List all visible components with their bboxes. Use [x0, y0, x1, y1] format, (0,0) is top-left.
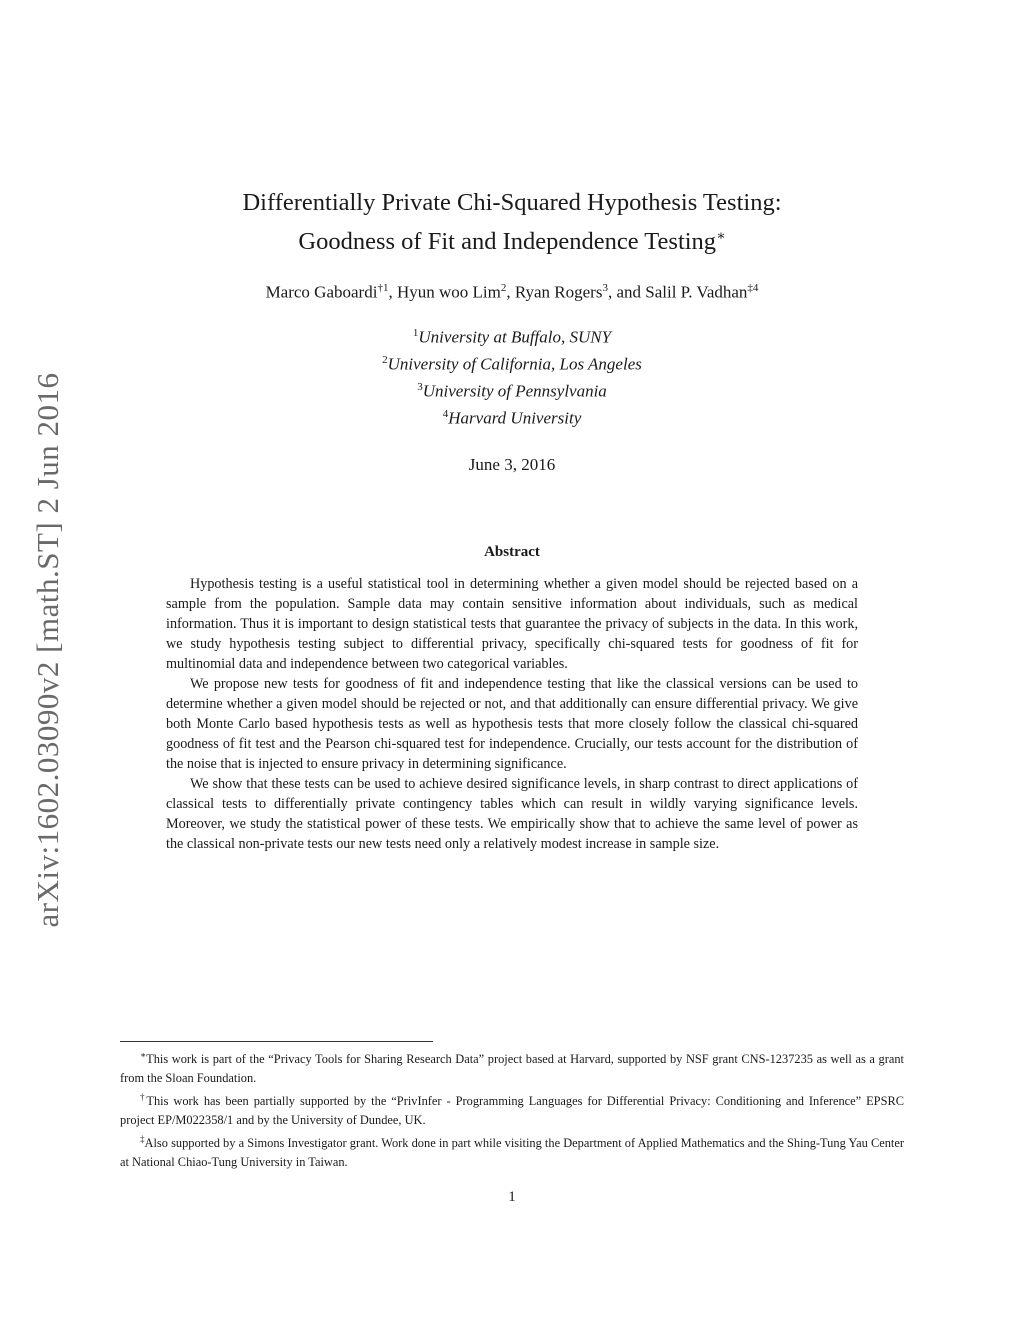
footnotes: [120, 1046, 904, 1172]
title-line-1: Differentially Private Chi-Squared Hypothesis Testing:: [242, 189, 782, 216]
title-footnote-marker: ∗: [716, 229, 726, 244]
author-mark: 2: [500, 282, 507, 294]
affiliation-number: 1: [412, 327, 419, 339]
footnote-text: This work is part of the “Privacy Tools for Sharing Research Data” project based at Harvard, supported by NSF grant CNS-1237235 as well as a grant from the Sloan Foundation.: [120, 1052, 904, 1086]
author-name: Hyun woo Lim: [396, 282, 501, 302]
paper-title: [150, 186, 874, 259]
affiliation-number: 3: [417, 381, 423, 394]
footnote-mark: †: [140, 1092, 147, 1103]
footnote-text: Also supported by a Simons Investigator grant. Work done in part while visiting the Department of Applied Mathematics and the Shing-Tung Yau Center at National Chiao-Tung University in Taiwan.: [120, 1136, 904, 1170]
author-mark: †1: [377, 282, 389, 294]
abstract-body: [166, 574, 858, 854]
affiliation-name: Harvard University: [448, 409, 582, 429]
footnote-rule: [120, 1041, 433, 1042]
affiliation-item: [150, 403, 874, 430]
affiliation-name: University of California, Los Angeles: [387, 354, 642, 374]
affiliation-item: [150, 349, 874, 376]
footnote: [120, 1130, 904, 1172]
abstract-paragraph: We show that these tests can be used to achieve desired significance levels, in sharp contrast to direct applications of classical tests to differentially private contingency tables which can result in wildly varying significance levels. Moreover, we study the statistical power of these tests. We empirically show that to achieve the same level of power as the classical non-private tests our new tests need only a relatively modest increase in sample size.: [166, 776, 858, 852]
affiliation-name: University at Buffalo, SUNY: [418, 327, 612, 347]
author-mark: ‡4: [747, 282, 759, 294]
affiliation-number: 4: [442, 408, 449, 421]
author-separator: , and: [607, 282, 646, 302]
abstract-paragraph: Hypothesis testing is a useful statistical tool in determining whether a given model should be rejected based on a sample from the population. Sample data may contain sensitive information about individuals, such as medical information. Thus it is important to design statistical tests that guarantee the privacy of subjects in the data. In this work, we study hypothesis testing subject to differential privacy, specifically chi-squared tests for goodness of fit for multinomial data and independence between two categorical variables.: [166, 576, 858, 672]
author-list: [150, 282, 874, 303]
footnote-text: This work has been partially supported by the “PrivInfer - Programming Languages for Differential Privacy: Conditioning and Inference” EPSRC project EP/M022358/1 and by the University of Dundee, UK.: [120, 1094, 904, 1128]
affiliation-item: [150, 322, 874, 349]
footnote-mark: ∗: [140, 1050, 147, 1060]
affiliation-name: University of Pennsylvania: [422, 381, 607, 401]
title-line-2-text: Goodness of Fit and Independence Testing: [298, 228, 717, 256]
affiliation-list: [150, 322, 874, 431]
arxiv-identifier-stamp: arXiv:1602.03090v2 [math.ST] 2 Jun 2016: [30, 372, 65, 928]
author-name: Marco Gaboardi: [265, 282, 378, 302]
page-number: 1: [508, 1189, 516, 1205]
affiliation-item: [150, 376, 874, 403]
author-separator: ,: [506, 282, 515, 302]
author-mark: 3: [602, 282, 608, 294]
footnote: [120, 1046, 904, 1088]
author-separator: ,: [388, 282, 397, 302]
affiliation-number: 2: [382, 354, 388, 367]
publication-date: June 3, 2016: [468, 455, 556, 474]
abstract-heading: Abstract: [484, 544, 540, 560]
author-name: Salil P. Vadhan: [645, 282, 748, 302]
author-name: Ryan Rogers: [514, 282, 603, 302]
title-line-2: [150, 220, 874, 259]
footnote: [120, 1088, 904, 1130]
footnote-mark: ‡: [140, 1134, 145, 1145]
abstract-paragraph: We propose new tests for goodness of fit and independence testing that like the classical versions can be used to determine whether a given model should be rejected or not, and that additionally can ensure differential privacy. We give both Monte Carlo based hypothesis tests as well as hypothesis tests that more closely follow the classical chi-squared goodness of fit test and the Pearson chi-squared test for independence. Crucially, our tests account for the distribution of the noise that is injected to ensure privacy in determining significance.: [166, 676, 858, 772]
